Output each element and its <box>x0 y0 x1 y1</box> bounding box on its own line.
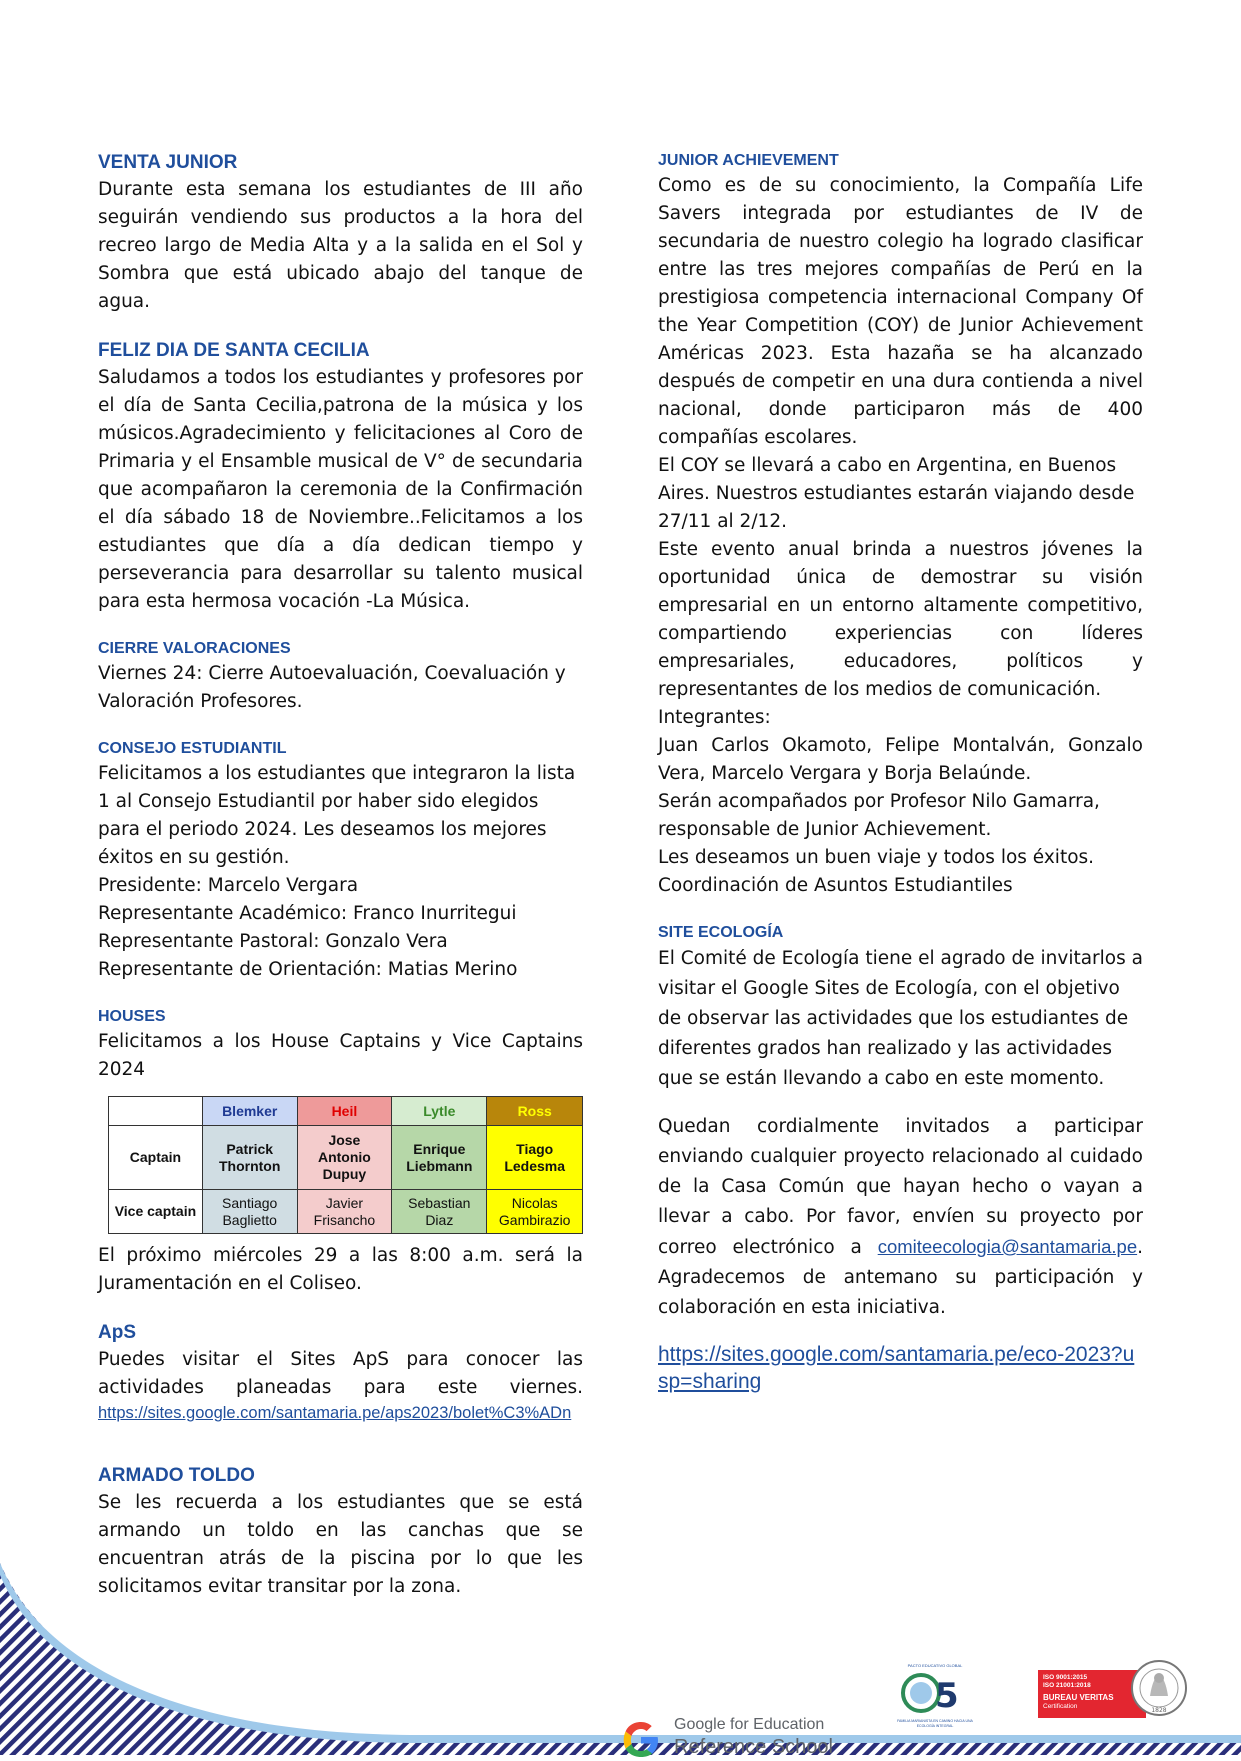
section-text: Viernes 24: Cierre Autoevaluación, Coevaluación y Valoración Profesores. <box>98 663 566 712</box>
house-header-ross: Ross <box>487 1097 583 1126</box>
section-text: Este evento anual brinda a nuestros jóvenes la oportunidad única de demostrar su visión empresarial en un entorno altamente competitivo, compartiendo experiencias con líderes empresariales, educadores, políticos y representantes de los medios de comunicación. <box>658 539 1143 700</box>
house-header-heil: Heil <box>297 1097 392 1126</box>
section-title: CIERRE VALORACIONES <box>98 640 291 657</box>
section-title: ApS <box>98 1322 136 1343</box>
section-text: El COY se llevará a cabo en Argentina, en Buenos Aires. Nuestros estudiantes estarán viajando desde 27/11 al 2/12. <box>658 455 1135 532</box>
council-member: Representante Académico: Franco Inurritegui <box>98 903 517 924</box>
row-label: Captain <box>109 1126 203 1190</box>
section-site-ecologia <box>658 922 1143 1395</box>
table-cell: Patrick Thornton <box>202 1126 297 1190</box>
google-line1: Google for Education <box>674 1716 825 1733</box>
right-column <box>658 150 1143 1417</box>
section-text: Como es de su conocimiento, la Compañía Life Savers integrada por estudiantes de IV de secundaria de nuestro colegio ha logrado clasificar entre las tres mejores compañías de Perú en la prestigiosa competencia internacional Company Of the Year Competition (COY) de Junior Achievement Américas 2023. Esta hazaña se ha alcanzado después de competir en una dura contienda a nivel nacional, donde participaron más de 400 compañías escolares. <box>658 175 1143 448</box>
table-cell: Sebastian Diaz <box>392 1190 487 1234</box>
section-text: Felicitamos a los House Captains y Vice Captains 2024 <box>98 1031 583 1080</box>
house-header-lytle: Lytle <box>392 1097 487 1126</box>
section-title: VENTA JUNIOR <box>98 152 238 173</box>
section-title: FELIZ DIA DE SANTA CECILIA <box>98 340 370 361</box>
houses-table <box>108 1096 583 1234</box>
pacto-top-text: PACTO EDUCATIVO GLOBAL <box>907 1663 963 1668</box>
bv-name: BUREAU VERITAS <box>1043 1693 1114 1702</box>
section-houses <box>98 1006 583 1298</box>
iso-line2: ISO 21001:2018 <box>1043 1682 1091 1689</box>
section-title: SITE ECOLOGÍA <box>658 924 784 941</box>
google-logo-text <box>674 1715 874 1759</box>
section-text: El próximo miércoles 29 a las 8:00 a.m. será la Juramentación en el Coliseo. <box>98 1245 583 1294</box>
aps-link[interactable]: https://sites.google.com/santamaria.pe/aps2023/bolet%C3%ADn <box>98 1404 572 1422</box>
section-title: HOUSES <box>98 1008 166 1025</box>
pacto-bottom-text: FAMILIA MARIANISTA EN CAMINO HACIA UNA ECOLOGÍA INTEGRAL <box>897 1719 973 1728</box>
bureau-veritas-seal-icon <box>1130 1656 1188 1720</box>
bv-certification: Certification <box>1043 1703 1078 1710</box>
house-header-blemker: Blemker <box>202 1097 297 1126</box>
section-title: CONSEJO ESTUDIANTIL <box>98 740 287 757</box>
section-text: Puedes visitar el Sites ApS para conocer las actividades planeadas para este viernes. <box>98 1349 583 1398</box>
table-header-row <box>109 1097 583 1126</box>
section-text: Durante esta semana los estudiantes de III año seguirán vendiendo sus productos a la hora del recreo largo de Media Alta y a la salida en el Sol y Sombra que está ubicado abajo del tanque de agua. <box>98 179 583 312</box>
table-row <box>109 1126 583 1190</box>
left-column <box>98 150 583 1623</box>
table-cell: Enrique Liebmann <box>392 1126 487 1190</box>
bv-year: 1828 <box>1151 1707 1167 1714</box>
table-cell: Tiago Ledesma <box>487 1126 583 1190</box>
section-consejo-estudiantil <box>98 738 583 984</box>
table-corner-cell <box>109 1097 203 1126</box>
table-cell: Javier Frisancho <box>297 1190 392 1234</box>
email-link[interactable]: comiteecologia@santamaria.pe <box>877 1236 1138 1257</box>
footer <box>0 1535 1241 1758</box>
section-text: Juan Carlos Okamoto, Felipe Montalván, Gonzalo Vera, Marcelo Vergara y Borja Belaúnde. <box>658 735 1143 784</box>
council-member: Representante Pastoral: Gonzalo Vera <box>98 931 448 952</box>
pacto-educativo-logo <box>895 1663 975 1728</box>
bureau-veritas-logo <box>1038 1664 1193 1718</box>
table-cell: Jose Antonio Dupuy <box>297 1126 392 1190</box>
google-line2: Reference School <box>674 1736 833 1758</box>
eco-invite-text: Quedan cordialmente invitados a participar enviando cualquier proyecto relacionado al cuidado de la Casa Común que hayan hecho o vayan a llevar a cabo. Por favor, envíen su proyecto por correo electrónico a <box>658 1116 1143 1258</box>
section-text: Saludamos a todos los estudiantes y profesores por el día de Santa Cecilia,patrona de la música y los músicos.Agradecimiento y felicitaciones al Coro de Primaria y el Ensamble musical de V° de secundaria que acompañaron la ceremonia de la Confirmación el día sábado 18 de Noviembre..Felicitamos a los estudiantes que día a día dedican tiempo y perseverancia para desarrollar su talento musical para esta hermosa vocación -La Música. <box>98 367 583 612</box>
section-text: Se les recuerda a los estudiantes que se está armando un toldo en las canchas que se encuentran atrás de la piscina por lo que les solicitamos evitar transitar por la zona. <box>98 1492 583 1597</box>
section-junior-achievement <box>658 150 1143 900</box>
pacto-emblem-icon <box>895 1669 975 1715</box>
table-cell: Santiago Baglietto <box>202 1190 297 1234</box>
section-title: ARMADO TOLDO <box>98 1465 255 1486</box>
section-text: Les deseamos un buen viaje y todos los éxitos. <box>658 847 1095 868</box>
row-label: Vice captain <box>109 1190 203 1234</box>
section-text: Serán acompañados por Profesor Nilo Gamarra, responsable de Junior Achievement. <box>658 791 1100 840</box>
iso-line1: ISO 9001:2015 <box>1043 1674 1088 1681</box>
section-santa-cecilia <box>98 338 583 616</box>
section-text: Integrantes: <box>658 707 771 728</box>
eco-thanks-text: . Agradecemos de antemano su participación y colaboración en esta iniciativa. <box>658 1237 1143 1318</box>
section-venta-junior <box>98 150 583 316</box>
svg-text:5: 5 <box>935 1676 959 1715</box>
section-text: El Comité de Ecología tiene el agrado de invitarlos a visitar el Google Sites de Ecología, con el objetivo de observar las actividades que los estudiantes de diferentes grados han realizado y las actividades que se están llevando a cabo en este momento. <box>658 948 1143 1089</box>
section-text: Coordinación de Asuntos Estudiantiles <box>658 875 1013 896</box>
section-cierre-valoraciones <box>98 638 583 716</box>
section-aps <box>98 1320 583 1425</box>
table-row <box>109 1190 583 1234</box>
section-text <box>658 1112 1143 1323</box>
eco-sites-link[interactable]: https://sites.google.com/santamaria.pe/eco-2023?usp=sharing <box>658 1343 1135 1393</box>
council-member: Representante de Orientación: Matias Merino <box>98 959 518 980</box>
council-member: Presidente: Marcelo Vergara <box>98 875 359 896</box>
section-title: JUNIOR ACHIEVEMENT <box>658 152 839 169</box>
table-cell: Nicolas Gambirazio <box>487 1190 583 1234</box>
section-text: Felicitamos a los estudiantes que integraron la lista 1 al Consejo Estudiantil por haber sido elegidos para el periodo 2024. Les deseamos los mejores éxitos en su gestión. <box>98 763 576 868</box>
